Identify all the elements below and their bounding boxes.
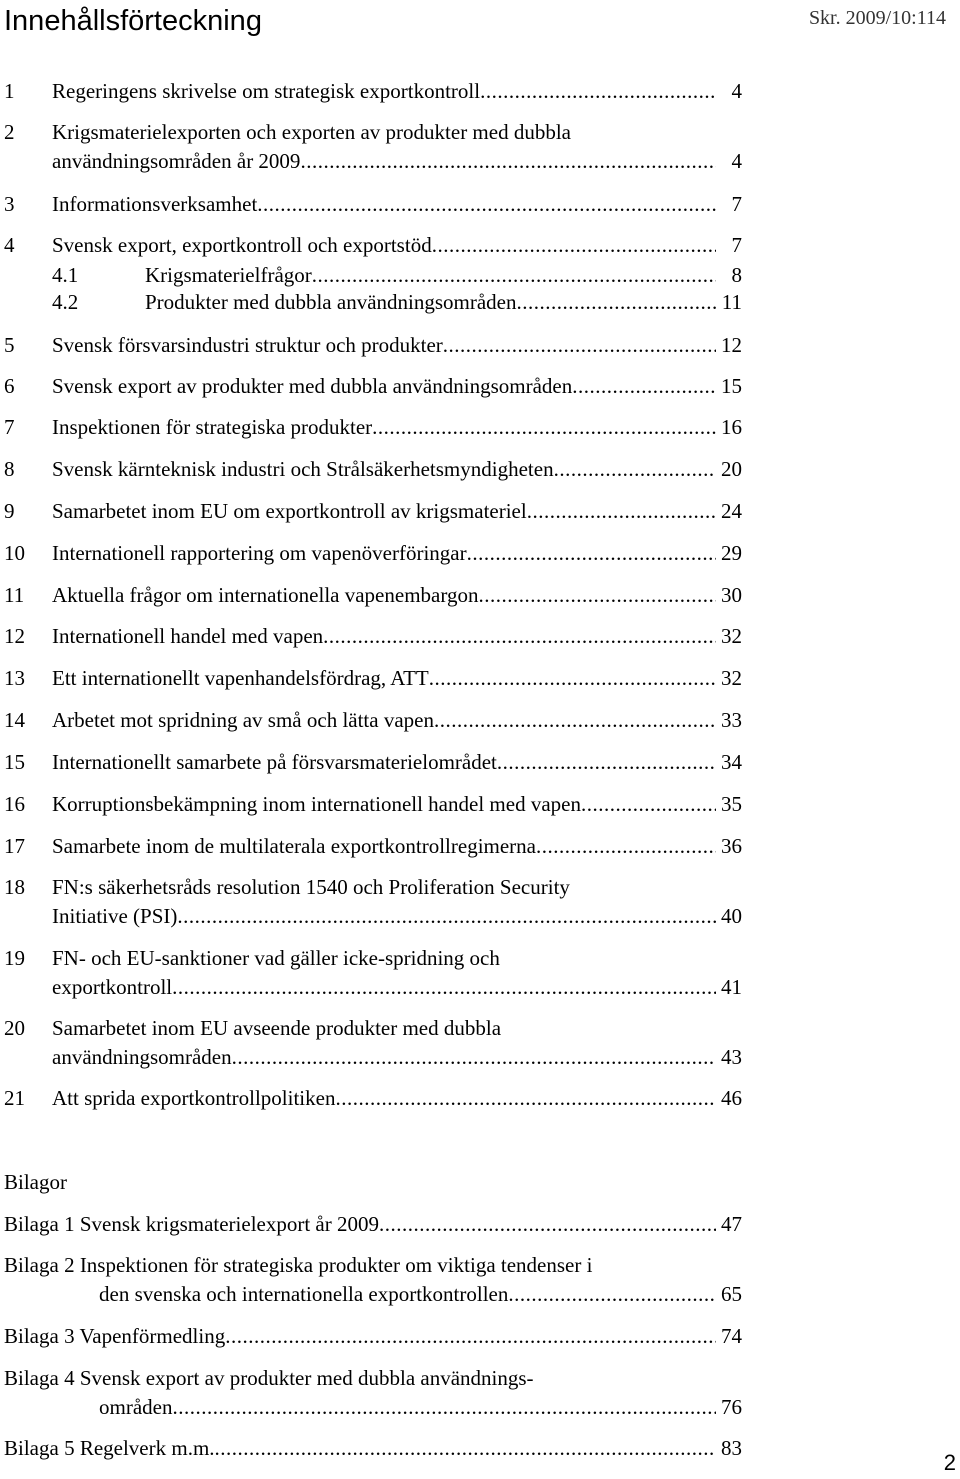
entry-title: Samarbetet inom EU om exportkontroll av krigsmateriel: [52, 499, 527, 523]
entry-title: Internationell handel med vapen: [52, 624, 324, 648]
dot-leader: [508, 1279, 716, 1309]
entry-title: områden: [99, 1395, 173, 1419]
entry-page-number: 33: [721, 708, 742, 732]
entry-page-number: 46: [721, 1086, 742, 1110]
entry-title: Internationellt samarbete på försvarsmaterielområdet: [52, 750, 497, 774]
entry-page-number: 8: [731, 263, 742, 287]
dot-leader: [434, 705, 716, 735]
page-number: 2: [943, 1450, 956, 1475]
entry-title: Krigsmaterielfrågor: [145, 263, 312, 287]
entry-page-number: 32: [721, 666, 742, 690]
dot-leader: [554, 454, 716, 484]
entry-page-number: 29: [721, 541, 742, 565]
entry-number: 7: [4, 415, 15, 439]
dot-leader: [432, 230, 716, 260]
dot-leader: [379, 1209, 716, 1239]
entry-title: Arbetet mot spridning av små och lätta vapen: [52, 708, 434, 732]
entry-page-number: 32: [721, 624, 742, 648]
entry-number: 20: [4, 1016, 25, 1040]
entry-title: Initiative (PSI): [52, 904, 178, 928]
entry-number: 13: [4, 666, 25, 690]
entry-title: Bilaga 2 Inspektionen för strategiska produkter om viktiga tendenser i: [4, 1253, 593, 1277]
dot-leader: [497, 747, 716, 777]
document-reference: Skr. 2009/10:114: [808, 7, 946, 29]
entry-title: FN:s säkerhetsråds resolution 1540 och Proliferation Security: [52, 875, 570, 899]
entry-page-number: 4: [731, 79, 742, 103]
dot-leader: [257, 189, 716, 219]
entry-number: 11: [4, 583, 25, 607]
entry-title: Bilaga 1 Svensk krigsmaterielexport år 2009: [4, 1212, 379, 1236]
entry-number: 4.1: [52, 263, 79, 287]
entry-number: 4: [4, 233, 15, 257]
entry-title: Samarbete inom de multilaterala exportkontrollregimerna: [52, 834, 536, 858]
entry-title: Ett internationellt vapenhandelsfördrag, ATT: [52, 666, 429, 690]
entry-title: Korruptionsbekämpning inom internationell handel med vapen: [52, 792, 581, 816]
entry-title: användningsområden: [52, 1045, 232, 1069]
entry-page-number: 36: [721, 834, 742, 858]
entry-title: Krigsmaterielexporten och exporten av produkter med dubbla: [52, 120, 571, 144]
entry-title: Bilaga 4 Svensk export av produkter med dubbla användnings-: [4, 1366, 534, 1390]
entry-title: Informationsverksamhet: [52, 192, 258, 216]
entry-page-number: 30: [721, 583, 742, 607]
dot-leader: [232, 1042, 716, 1072]
entry-number: 18: [4, 875, 25, 899]
entry-page-number: 41: [721, 975, 742, 999]
entry-title: Att sprida exportkontrollpolitiken: [52, 1086, 336, 1110]
dot-leader: [323, 621, 716, 651]
entry-page-number: 15: [721, 374, 742, 398]
entry-title: den svenska och internationella exportkontrollen: [99, 1282, 509, 1306]
entry-number: 5: [4, 333, 15, 357]
entry-title: användningsområden år 2009: [52, 149, 301, 173]
dot-leader: [429, 663, 716, 693]
dot-leader: [215, 1433, 716, 1463]
entry-title: FN- och EU-sanktioner vad gäller icke-spridning och: [52, 946, 500, 970]
dot-leader: [300, 146, 716, 176]
entry-title: Svensk kärnteknisk industri och Strålsäkerhetsmyndigheten: [52, 457, 554, 481]
entry-title: Bilaga 3 Vapenförmedling: [4, 1324, 226, 1348]
dot-leader: [177, 901, 716, 931]
entry-page-number: 40: [721, 904, 742, 928]
entry-page-number: 34: [721, 750, 742, 774]
entry-title: Aktuella frågor om internationella vapenembargon: [52, 583, 479, 607]
dot-leader: [225, 1321, 716, 1351]
entry-number: 19: [4, 946, 25, 970]
dot-leader: [536, 831, 716, 861]
entry-title: Internationell rapportering om vapenöverföringar: [52, 541, 467, 565]
entry-page-number: 65: [721, 1282, 742, 1306]
entry-page-number: 20: [721, 457, 742, 481]
dot-leader: [335, 1083, 716, 1113]
dot-leader: [581, 789, 716, 819]
entry-page-number: 35: [721, 792, 742, 816]
entry-title: Produkter med dubbla användningsområden: [145, 290, 517, 314]
toc-title: Innehållsförteckning: [4, 5, 262, 37]
entry-page-number: 24: [721, 499, 742, 523]
entry-number: 1: [4, 79, 15, 103]
dot-leader: [480, 76, 716, 106]
entry-title: Svensk export, exportkontroll och exportstöd: [52, 233, 432, 257]
entry-number: 21: [4, 1086, 25, 1110]
entry-number: 4.2: [52, 290, 79, 314]
entry-page-number: 11: [721, 290, 742, 314]
entry-title: Regeringens skrivelse om strategisk exportkontroll: [52, 79, 481, 103]
entry-title: Inspektionen för strategiska produkter: [52, 415, 373, 439]
entry-page-number: 43: [721, 1045, 742, 1069]
entry-number: 12: [4, 624, 25, 648]
dot-leader: [372, 412, 716, 442]
entry-number: 6: [4, 374, 15, 398]
appendices-heading: Bilagor: [4, 1170, 67, 1194]
dot-leader: [172, 972, 716, 1002]
dot-leader: [312, 260, 716, 290]
dot-leader: [443, 330, 716, 360]
entry-page-number: 76: [721, 1395, 742, 1419]
entry-page-number: 7: [731, 192, 742, 216]
dot-leader: [517, 287, 717, 317]
entry-page-number: 7: [731, 233, 742, 257]
entry-number: 8: [4, 457, 15, 481]
entry-number: 17: [4, 834, 25, 858]
entry-title: Svensk försvarsindustri struktur och produkter: [52, 333, 443, 357]
entry-number: 10: [4, 541, 25, 565]
dot-leader: [572, 371, 716, 401]
entry-number: 3: [4, 192, 15, 216]
dot-leader: [172, 1392, 716, 1422]
entry-page-number: 83: [721, 1436, 742, 1460]
dot-leader: [527, 496, 716, 526]
entry-page-number: 74: [721, 1324, 742, 1348]
entry-page-number: 47: [721, 1212, 742, 1236]
entry-number: 2: [4, 120, 15, 144]
entry-title: Samarbetet inom EU avseende produkter med dubbla: [52, 1016, 502, 1040]
entry-number: 16: [4, 792, 25, 816]
entry-number: 14: [4, 708, 25, 732]
dot-leader: [478, 580, 716, 610]
entry-title: Bilaga 5 Regelverk m.m.: [4, 1436, 215, 1460]
entry-number: 9: [4, 499, 15, 523]
dot-leader: [467, 538, 716, 568]
entry-page-number: 16: [721, 415, 742, 439]
entry-title: Svensk export av produkter med dubbla användningsområden: [52, 374, 573, 398]
entry-title: exportkontroll: [52, 975, 173, 999]
entry-page-number: 12: [721, 333, 742, 357]
entry-page-number: 4: [731, 149, 742, 173]
entry-number: 15: [4, 750, 25, 774]
